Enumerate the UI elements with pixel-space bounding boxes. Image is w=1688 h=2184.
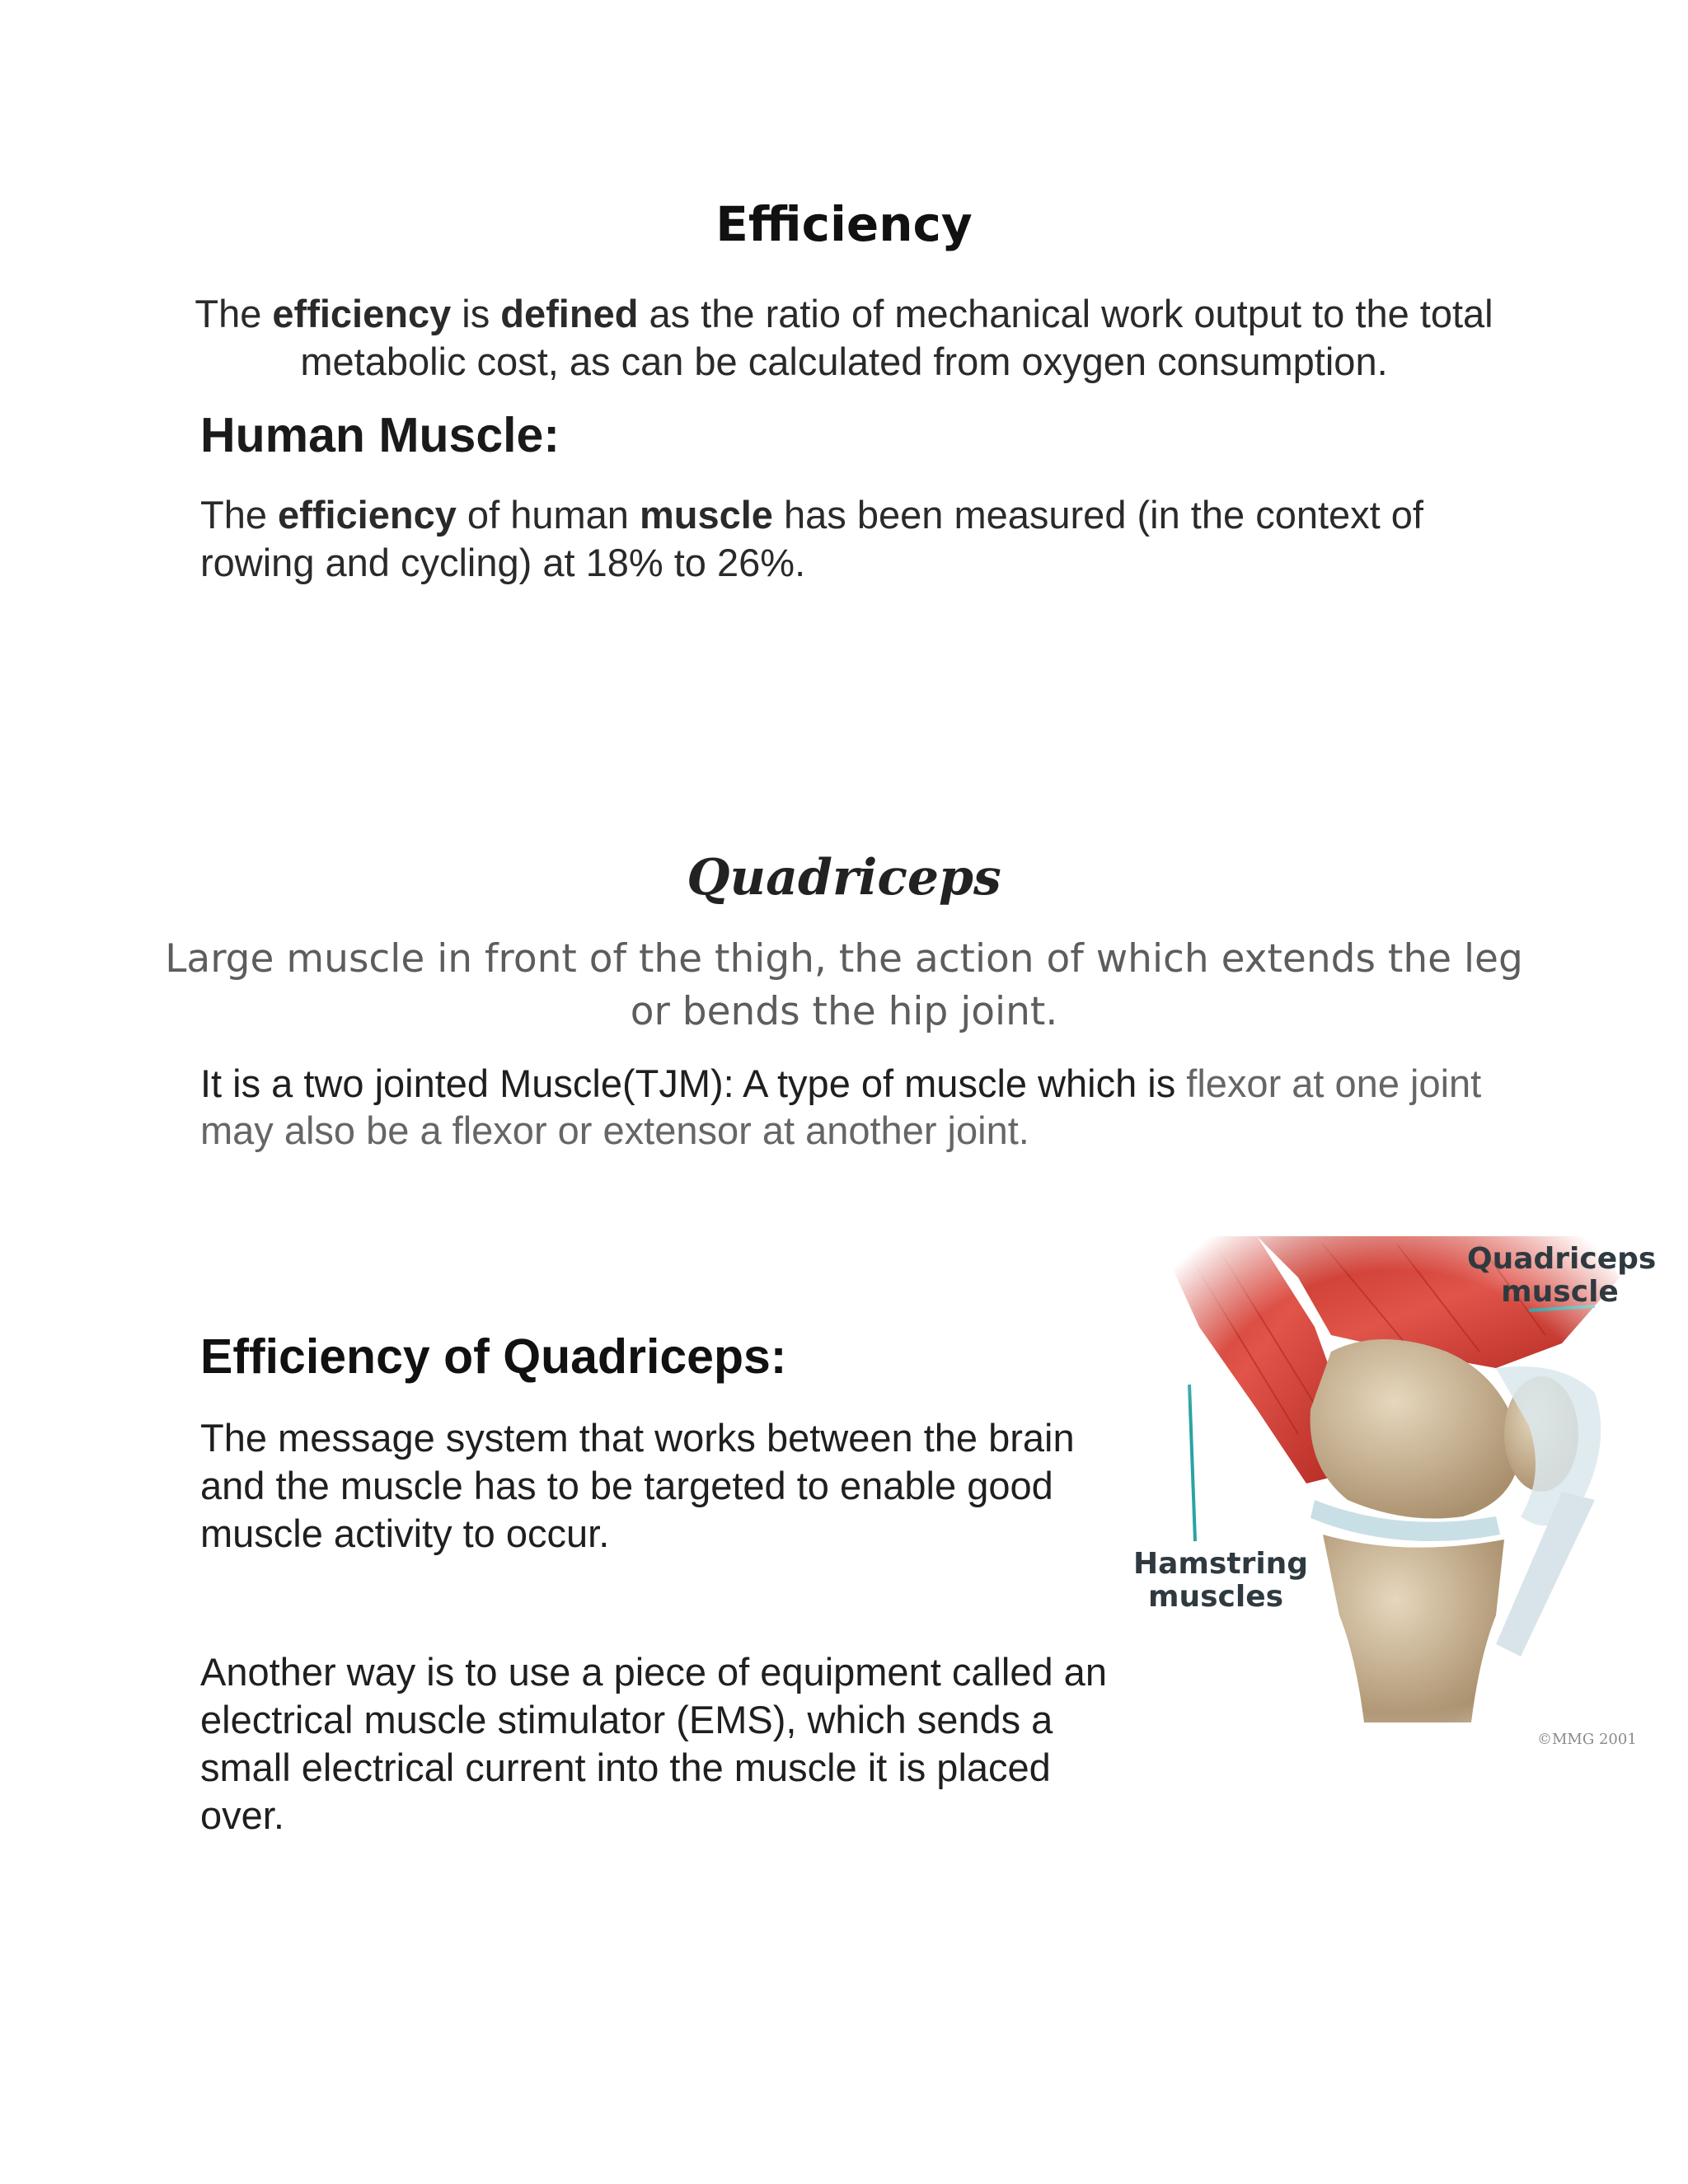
copyright-credit: ©MMG 2001 [1537,1731,1637,1748]
ems-paragraph: Another way is to use a piece of equipment called an electrical muscle stimulator (EMS), which sends a small electrical current into the muscle it is placed over. [200,1650,1107,1837]
tjm-text-gray: flexor at one joint may also be a flexor or extensor at another joint. [200,1062,1482,1152]
human-muscle-paragraph [200,491,1503,587]
label-line: muscle [1501,1275,1619,1309]
human-text: The [200,493,279,537]
intro-bold-efficiency: efficiency [272,292,452,335]
human-bold-muscle: muscle [639,493,773,537]
efficiency-definition [165,290,1523,386]
quadriceps-muscle-label [1467,1242,1657,1309]
quadriceps-title: Quadriceps [687,849,1001,907]
human-text: has been measured (in the context of rowing and cycling) at 18% to 26%. [200,493,1423,584]
label-line: Hamstring [1133,1547,1309,1581]
intro-text: as the ratio of mechanical work output to the total metabolic cost, as can be calculated from oxygen consumption. [300,292,1493,383]
intro-text: is [451,292,501,335]
knee-anatomy-figure [1133,1228,1661,1755]
efficiency-of-quadriceps-heading: Efficiency of Quadriceps: [200,1329,787,1384]
quadriceps-definition: Large muscle in front of the thigh, the action of which extends the leg or bends the hip joint. [165,936,1523,1034]
label-line: muscles [1147,1580,1284,1614]
human-bold-efficiency: efficiency [278,493,457,537]
tjm-text: It is a two jointed Muscle(TJM): A type of muscle which is [200,1062,1187,1105]
human-text: of human [456,493,640,537]
human-muscle-heading: Human Muscle: [200,408,560,462]
intro-bold-defined: defined [500,292,639,335]
hamstring-muscles-label [1133,1547,1309,1614]
label-line: Quadriceps [1467,1242,1657,1276]
intro-text: The [195,292,273,335]
message-system-paragraph: The message system that works between the brain and the muscle has to be targeted to enable good muscle activity to occur. [200,1416,1075,1555]
efficiency-title: Efficiency [715,196,973,252]
tjm-paragraph [200,1060,1536,1154]
